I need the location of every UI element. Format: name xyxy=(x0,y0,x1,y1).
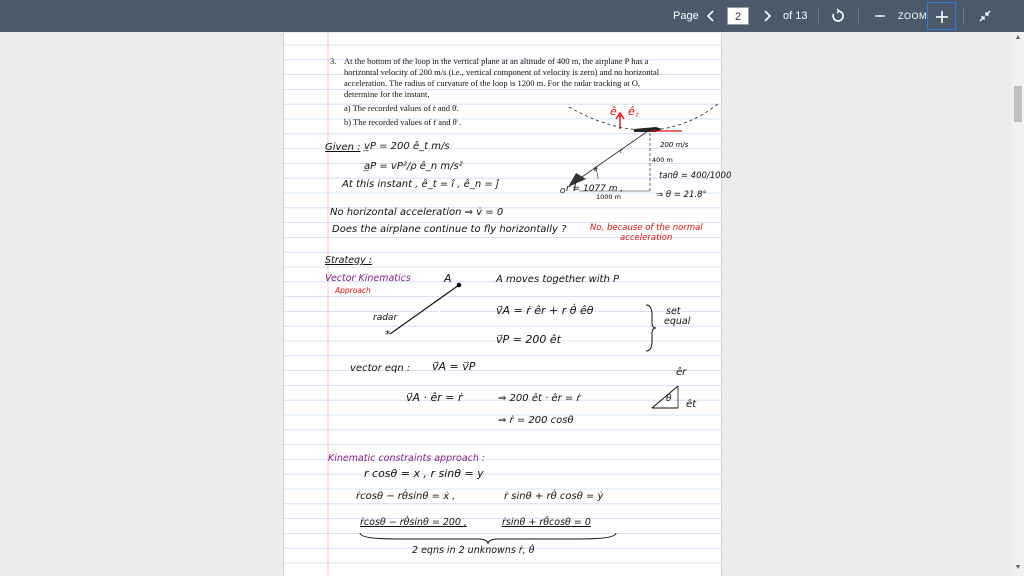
toolbar-divider xyxy=(858,8,859,24)
toolbar-divider xyxy=(963,8,964,24)
strategy-label: Strategy : xyxy=(325,255,372,266)
kinematic-constraints-label: Kinematic constraints approach : xyxy=(328,453,486,464)
collapse-icon xyxy=(979,10,991,22)
vertical-scrollbar[interactable] xyxy=(1012,32,1024,576)
kc-line-3b: ṙsinθ + rθ̇cosθ = 0 xyxy=(502,517,591,528)
set-equal-line-2: equal xyxy=(664,316,691,327)
pdf-toolbar xyxy=(0,0,1024,32)
dot-equation: v⃗A · êr = ṙ xyxy=(406,391,463,404)
triangle-et: êt xyxy=(686,399,697,410)
vA-equation: v⃗A = ṙ êr + r θ̇ êθ xyxy=(496,304,594,317)
document-page xyxy=(283,33,732,576)
fig-et-sub: t xyxy=(636,112,639,119)
given-acceleration: a̲P = vP²/ρ ê_n m/s² xyxy=(364,161,463,172)
tan-theta: tanθ = 400/1000 xyxy=(659,171,732,181)
fig-theta: θ xyxy=(594,166,598,173)
question-note: Does the airplane continue to fly horizontally ? xyxy=(332,224,567,235)
loop-path xyxy=(569,103,719,130)
A-moves-note: A moves together with P xyxy=(496,274,620,285)
kc-line-4: 2 eqns in 2 unknowns ṙ, θ̇ xyxy=(412,545,535,556)
triangle-er: êr xyxy=(676,367,687,378)
collapse-button[interactable] xyxy=(976,0,994,32)
vector-kinematics-label: Vector Kinematics xyxy=(325,273,411,284)
page-number-input[interactable]: 2 xyxy=(727,7,749,25)
fig-et: ê xyxy=(628,105,635,118)
fig-en: ê xyxy=(610,105,617,118)
no-accel-note: No horizontal acceleration ⇒ v̇ = 0 xyxy=(330,207,504,218)
fig-altitude: 400 m xyxy=(652,156,673,164)
rotate-icon xyxy=(831,9,845,23)
zoom-in-button[interactable] xyxy=(927,2,956,30)
scroll-thumb[interactable] xyxy=(1014,86,1022,122)
chevron-right-icon xyxy=(762,10,772,22)
instant-note: At this instant , ê_t = î , ê_n = ĵ xyxy=(342,179,499,190)
kc-line-1: r cosθ = x , r sinθ = y xyxy=(364,467,484,480)
fig-r: r xyxy=(620,148,623,155)
fig-origin: O xyxy=(560,187,566,195)
next-page-button[interactable] xyxy=(758,0,776,32)
problem-line-4: determine for the instant, xyxy=(344,89,430,99)
problem-line-1: At the bottom of the loop in the vertical plane at an altitude of 400 m, the airplane P has a xyxy=(344,56,649,66)
kc-line-2a: ṙcosθ − rθ̇sinθ = ẋ , xyxy=(356,491,456,502)
chevron-left-icon xyxy=(706,10,716,22)
set-equal-line-1: set xyxy=(666,306,681,317)
fig-speed: 200 m/s xyxy=(660,141,689,149)
underbrace xyxy=(358,531,618,545)
point-A-label: A xyxy=(444,272,452,285)
given-velocity: v̲P = 200 ê_t m/s xyxy=(364,141,450,152)
triangle-theta: θ xyxy=(666,394,672,404)
radar-sketch xyxy=(382,280,466,340)
fig-range: 1000 m xyxy=(596,193,621,201)
radar-line xyxy=(579,131,648,179)
problem-line-6: b) The recorded values of r̈ and θ̈ . xyxy=(344,117,461,127)
page-label: Page xyxy=(673,10,699,22)
problem-line-2: horizontal velocity of 200 m/s (i.e., vertical component of velocity is zero) and no horizontal xyxy=(344,67,660,77)
answer-line-1: No, because of the normal xyxy=(590,223,703,233)
scroll-down-icon[interactable]: ▼ xyxy=(1014,564,1022,571)
fig-en-sub: n xyxy=(618,112,622,119)
theta-value: ⇒ θ = 21.8° xyxy=(656,190,707,200)
kc-line-3a: ṙcosθ − rθ̇sinθ = 200 , xyxy=(360,517,468,528)
vector-eqn: v⃗A = v⃗P xyxy=(432,360,476,373)
kc-line-2b: ṙ sinθ + rθ̇ cosθ = ẏ xyxy=(504,491,604,502)
rdot-result: ⇒ ṙ = 200 cosθ xyxy=(498,415,574,426)
approach-label: Approach xyxy=(335,286,371,295)
given-label: Given : xyxy=(325,142,361,153)
scroll-up-icon[interactable]: ▲ xyxy=(1014,34,1022,41)
minus-icon xyxy=(875,11,885,21)
problem-line-3: acceleration. The radius of curvature of the loop is 1200 m. For the radar tracking at O, xyxy=(344,78,641,88)
vector-eqn-label: vector eqn : xyxy=(350,363,411,374)
zoom-label: ZOOM xyxy=(898,11,927,21)
r-value: r = 1077 m , xyxy=(566,184,624,194)
plus-icon xyxy=(936,11,948,23)
answer-line-2: acceleration xyxy=(620,233,673,243)
brace xyxy=(644,303,658,353)
vP-equation: v⃗P = 200 êt xyxy=(496,333,561,346)
svg-text:*: * xyxy=(385,328,391,341)
toolbar-divider xyxy=(818,8,819,24)
zoom-out-button[interactable] xyxy=(872,0,888,32)
problem-line-5: a) The recorded values of ṙ and θ̇. xyxy=(344,103,459,113)
prev-page-button[interactable] xyxy=(702,0,720,32)
dot-result: ⇒ 200 êt · êr = ṙ xyxy=(498,393,581,404)
radar-label: radar xyxy=(373,313,398,323)
problem-number: 3. xyxy=(330,56,337,66)
page-count: of 13 xyxy=(783,10,808,22)
rotate-button[interactable] xyxy=(827,0,849,32)
